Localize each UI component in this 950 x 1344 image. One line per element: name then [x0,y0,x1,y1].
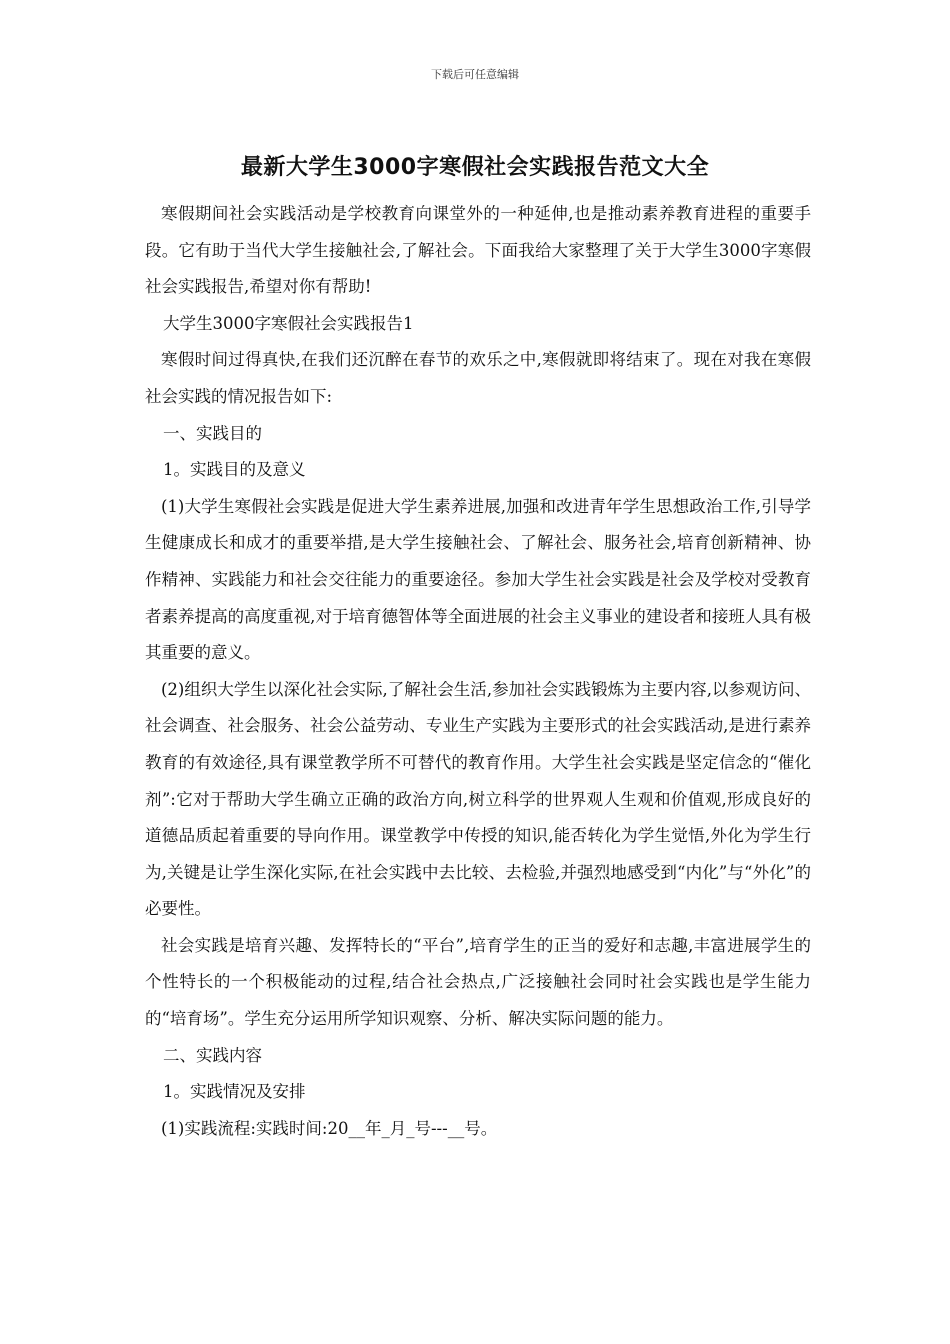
subsection-heading-arrangement: 1。实践情况及安排 [163,1082,306,1102]
document-body [145,196,811,1147]
section-heading-purpose: 一、实践目的 [163,423,262,443]
paragraph-practice-platform: 社会实践是培育兴趣、发挥特长的“平台”,培育学生的正当的爱好和志趣,丰富进展学生的个性特长的一个积极能动的过程,结合社会热点,广泛接触社会同时社会实践也是学生能力的“培育场”。学生充分运用所学知识观察、分析、解决实际问题的能力。 [145,935,811,1029]
document-title: 最新大学生3000字寒假社会实践报告范文大全 [240,155,710,180]
subsection-heading-purpose-meaning: 1。实践目的及意义 [163,460,306,480]
paragraph-practice-flow: (1)实践流程:实践时间:20__年_月_号---__号。 [161,1118,498,1138]
section-heading-content: 二、实践内容 [163,1045,262,1065]
paragraph-point-1: (1)大学生寒假社会实践是促进大学生素养进展,加强和改进青年学生思想政治工作,引导学生健康成长和成才的重要举措,是大学生接触社会、了解社会、服务社会,培育创新精神、协作精神、实践能力和社会交往能力的重要途径。参加大学生社会实践是社会及学校对受教育者素养提高的高度重视,对于培育德智体等全面进展的社会主义事业的建设者和接班人具有极其重要的意义。 [145,496,811,663]
paragraph-point-2: (2)组织大学生以深化社会实际,了解社会生活,参加社会实践锻炼为主要内容,以参观访问、社会调查、社会服务、社会公益劳动、专业生产实践为主要形式的社会实践活动,是进行素养教育的有效途径,具有课堂教学所不可替代的教育作用。大学生社会实践是坚定信念的“催化剂”:它对于帮助大学生确立正确的政治方向,树立科学的世界观人生观和价值观,形成良好的道德品质起着重要的导向作用。课堂教学中传授的知识,能否转化为学生觉悟,外化为学生行为,关键是让学生深化实际,在社会实践中去比较、去检验,并强烈地感受到“内化”与“外化”的必要性。 [145,679,811,919]
intro-paragraph: 寒假期间社会实践活动是学校教育向课堂外的一种延伸,也是推动素养教育进程的重要手段。它有助于当代大学生接触社会,了解社会。下面我给大家整理了关于大学生3000字寒假社会实践报告,希望对你有帮助! [145,204,811,297]
opening-paragraph: 寒假时间过得真快,在我们还沉醉在春节的欢乐之中,寒假就即将结束了。现在对我在寒假社会实践的情况报告如下: [145,350,811,406]
report-subtitle: 大学生3000字寒假社会实践报告1 [163,313,414,333]
page-header: 下载后可任意编辑 [431,68,519,81]
